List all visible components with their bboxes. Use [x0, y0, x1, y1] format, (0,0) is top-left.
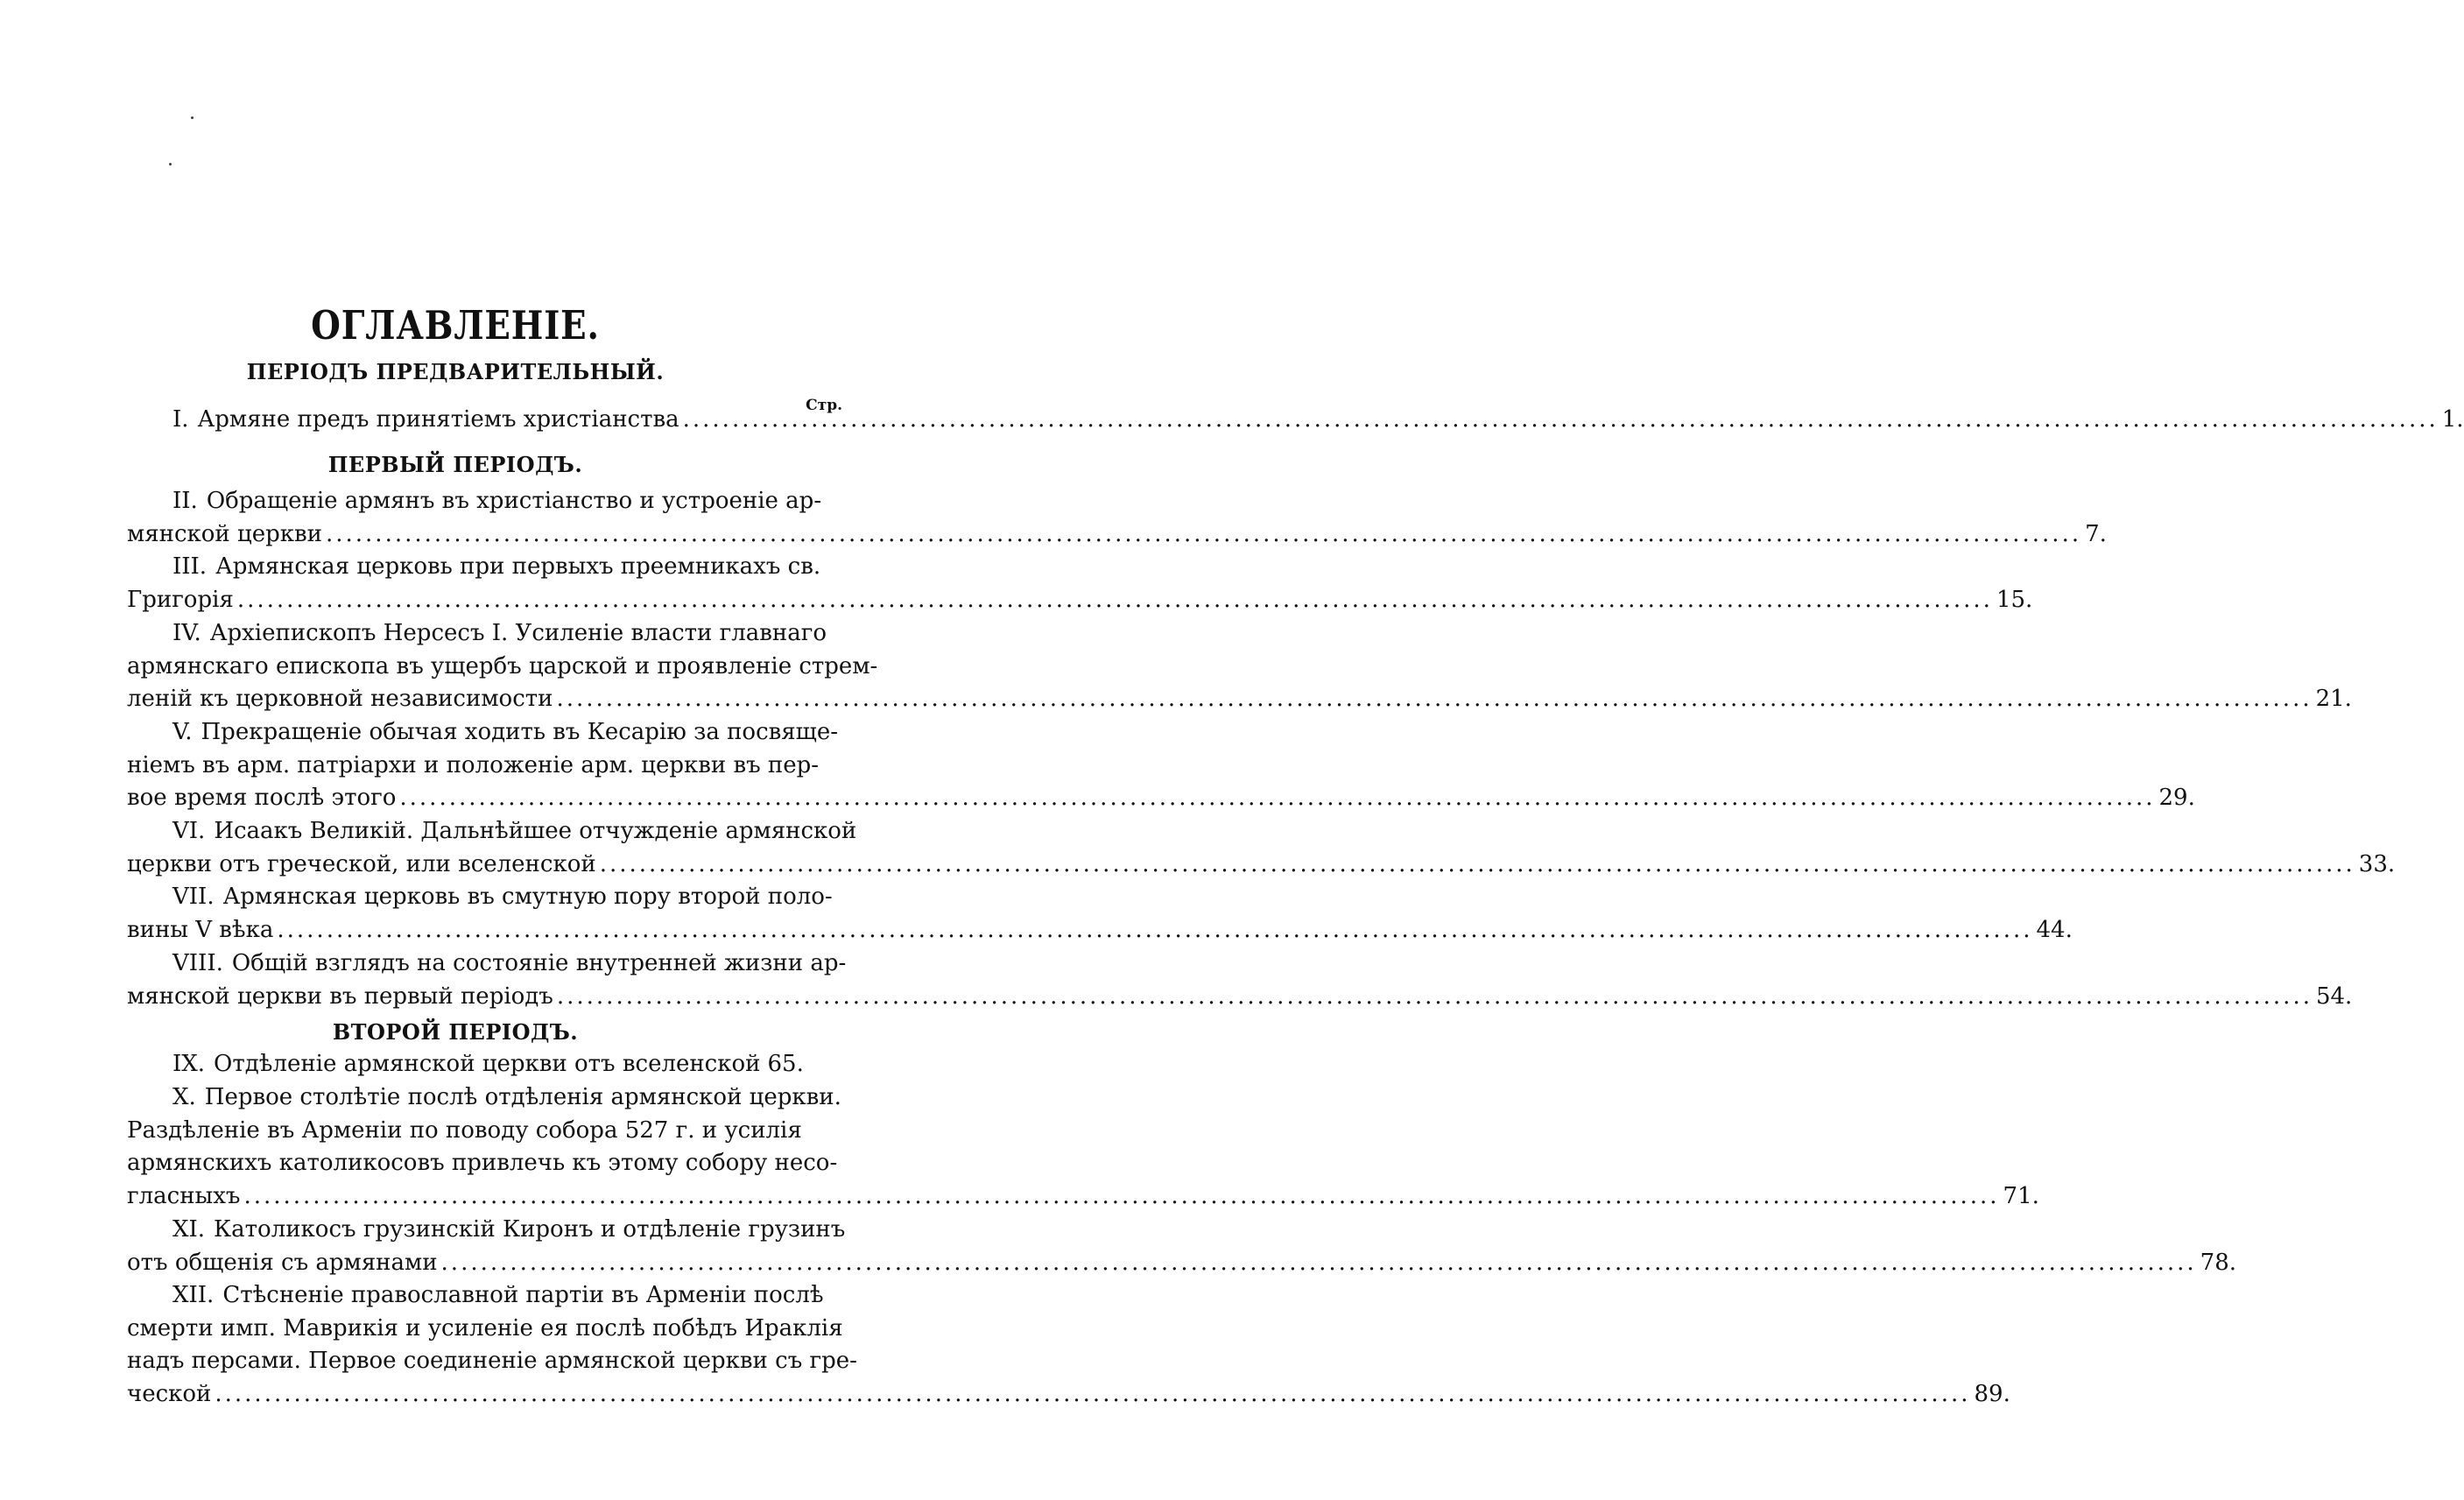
page-title: ОГЛАВЛЕНІЕ.	[311, 302, 600, 349]
toc-entry: VII. Армянская церковь въ смутную пору второй поло- вины V вѣка ..... 44.	[127, 881, 779, 947]
toc-page-number: 33.	[2358, 850, 2396, 877]
dot-leader	[215, 1378, 1970, 1412]
stray-mark	[169, 163, 172, 165]
toc-entry: VI. Исаакъ Великій. Дальнѣйшее отчужденіе армянской церкви отъ греческой, или вселенской ..... 33.	[127, 815, 779, 881]
toc-entry: II. Обращеніе армянъ въ христіанство и устроеніе ар- мянской церкви ..... 7.	[127, 485, 779, 551]
toc-page-number: 29.	[2158, 785, 2195, 812]
toc-page-number: 65.	[767, 1051, 804, 1077]
dot-leader	[556, 683, 2312, 716]
dot-leader	[237, 584, 1993, 617]
toc-page-number: 89.	[1974, 1380, 2010, 1407]
dot-leader	[243, 1180, 1999, 1214]
stray-mark	[191, 116, 194, 119]
dot-leader	[277, 914, 2032, 947]
toc-page-number: 78.	[2200, 1249, 2237, 1276]
toc-entry: IX. Отдѣленіе армянской церкви отъ вселенской 65.	[127, 1048, 779, 1081]
toc-page-number: 1.	[2441, 406, 2464, 433]
toc-entry: XI. Католикосъ грузинскій Киронъ и отдѣленіе грузинъ отъ общенія съ армянами ..... 78.	[127, 1214, 779, 1279]
toc-page-number: 7.	[2085, 520, 2107, 547]
toc-page-number: 15.	[1996, 586, 2033, 613]
toc-entry: IV. Архіепископъ Нерсесъ I. Усиленіе власти главнаго армянскаго епископа въ ущербъ царской и проявленіе стрем- леній къ церковной независимости ..... 21.	[127, 617, 779, 716]
toc-entry: X. Первое столѣтіе послѣ отдѣленія армянской церкви. Раздѣленіе въ Арменіи по поводу собора 527 г. и усилія армянскихъ католикосовъ привлечь къ этому собору несо- гласныхъ ..... 71.	[127, 1081, 779, 1213]
toc-entry: VIII. Общій взглядъ на состояніе внутренней жизни ар- мянской церкви въ первый періодъ ..... 54.	[127, 947, 779, 1013]
toc-page-number: 54.	[2315, 982, 2353, 1010]
dot-leader	[683, 404, 2439, 437]
toc-entry: III. Армянская церковь при первыхъ преемникахъ св. Григорія ..... 15.	[127, 551, 779, 616]
section-heading-second-period: ВТОРОЙ ПЕРІОДЪ.	[332, 1019, 579, 1045]
section-heading-first-period: ПЕРВЫЙ ПЕРІОДЪ.	[327, 452, 583, 477]
toc-page-number: 71.	[2003, 1182, 2039, 1209]
page-column-label: Стр.	[806, 397, 842, 414]
toc-entry: XII. Стѣсненіе православной партіи въ Арменіи послѣ смерти имп. Маврикія и усиленіе ея послѣ побѣдъ Ираклія надъ персами. Первое соединеніе армянской церкви съ гре- ческой ..... 89.	[127, 1279, 779, 1411]
toc-page-number: 44.	[2036, 916, 2073, 943]
dot-leader	[557, 981, 2313, 1014]
toc-page-number: 21.	[2315, 686, 2352, 713]
dot-leader	[399, 782, 2155, 815]
toc-entry: V. Прекращеніе обычая ходить въ Кесарію за посвяще- ніемъ въ арм. патріархи и положеніе арм. церкви въ пер- вое время послѣ этого ..... 29.	[127, 716, 779, 815]
dot-leader	[600, 849, 2355, 882]
section-heading-preliminary: ПЕРІОДЪ ПРЕДВАРИТЕЛЬНЫЙ.	[246, 359, 665, 384]
dot-leader	[326, 518, 2081, 552]
toc-entry: I. Армяне предъ принятіемъ христіанства ..... 1.	[127, 404, 779, 437]
dot-leader	[441, 1247, 2197, 1280]
